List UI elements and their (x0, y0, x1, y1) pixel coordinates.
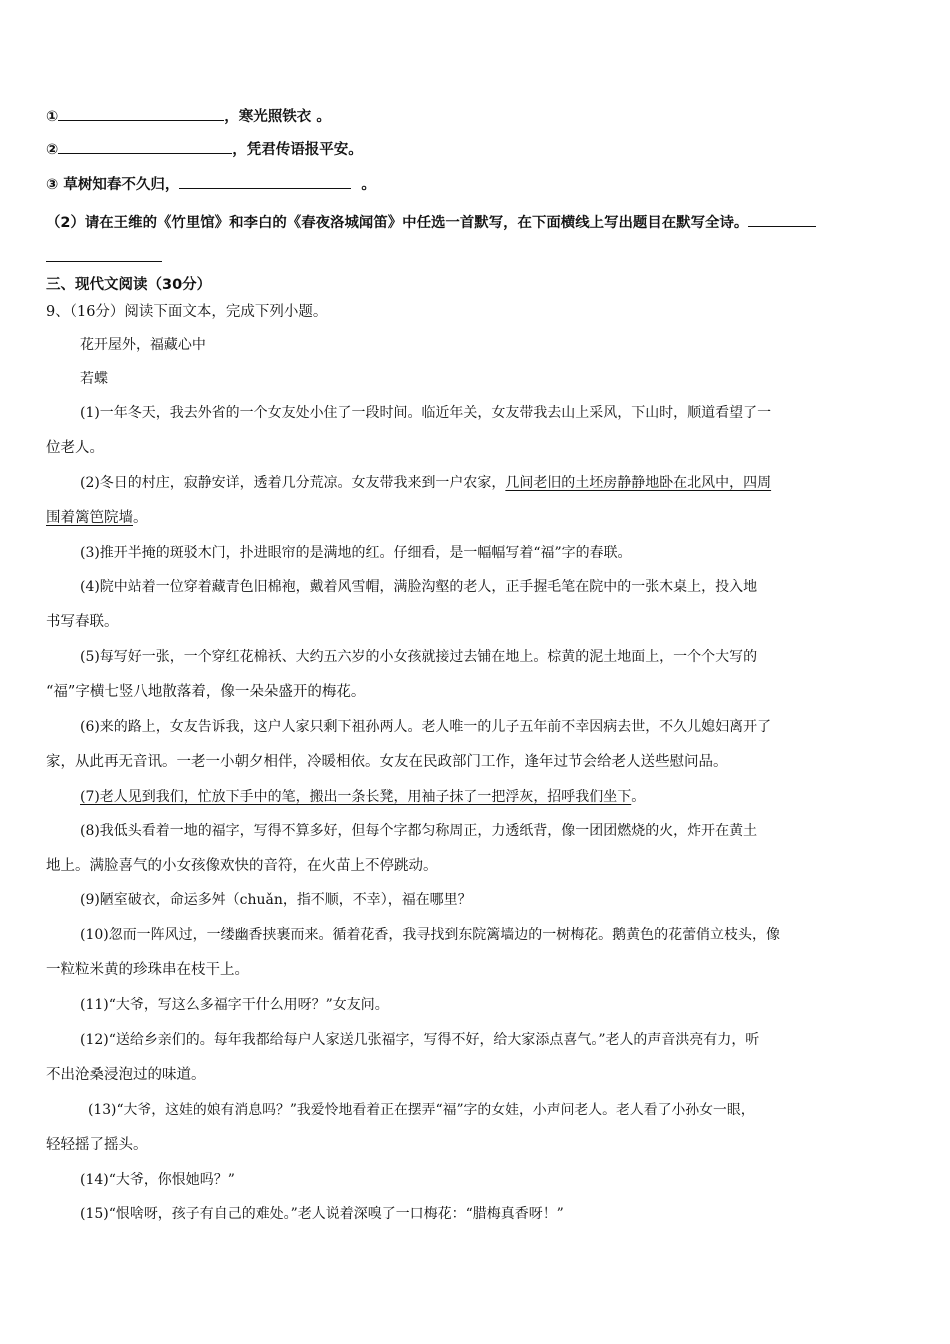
paragraph-14: (14)“大爷，你恨她吗？” (80, 1172, 235, 1188)
question-2-text: （2）请在王维的《竹里馆》和李白的《春夜洛城闻笛》中任选一首默写，在下面横线上写出题目在默写全诗。 (46, 215, 749, 231)
answer-blank (58, 104, 224, 121)
paragraph-15: (15)“恨啥呀，孩子有自己的难处。”老人说着深嗅了一口梅花：“腊梅真香呀！” (80, 1206, 564, 1222)
item-number: ② (46, 142, 59, 158)
item-number: ① (46, 109, 59, 125)
paragraph-9: (9)陋室破衣，命运多舛（chuǎn，指不顺，不幸），福在哪里？ (80, 892, 472, 908)
underlined-sentence: 围着篱笆院墙 (46, 510, 133, 526)
paragraph-1-cont: 位老人。 (46, 440, 104, 456)
paragraph-5: (5)每写好一张，一个穿红花棉袄、大约五六岁的小女孩就接过去铺在地上。棕黄的泥土地面上，一个个大写的 (80, 649, 758, 665)
paragraph-2-cont (46, 508, 906, 528)
paragraph-8: (8)我低头看着一地的福字，写得不算多好，但每个字都匀称周正，力透纸背，像一团团燃烧的火，炸开在黄土 (80, 823, 758, 839)
paragraph-4-cont: 书写春联。 (46, 614, 119, 630)
question-2-blank-line (46, 245, 906, 268)
paragraph-5-cont: “福”字横七竖八地散落着，像一朵朵盛开的梅花。 (46, 684, 366, 700)
paragraph-1: (1)一年冬天，我去外省的一个女友处小住了一段时间。临近年关，女友带我去山上采风，下山时，顺道看望了一 (80, 405, 772, 421)
paragraph-13-cont: 轻轻摇了摇头。 (46, 1137, 148, 1153)
underlined-sentence: (7)老人见到我们，忙放下手中的笔，搬出一条长凳，用袖子抹了一把浮灰，招呼我们坐下 (80, 789, 632, 805)
paragraph-12: (12)“送给乡亲们的。每年我都给每户人家送几张福字，写得不好，给大家添点喜气。”老人的声音洪亮有力，听 (80, 1032, 760, 1048)
paragraph-2-text: (2)冬日的村庄，寂静安详，透着几分荒凉。女友带我来到一户农家， (80, 475, 506, 491)
fill-in-item-3 (46, 172, 906, 195)
punctuation: 。 (631, 789, 646, 805)
answer-blank (46, 245, 162, 262)
poem-line: ③ 草树知春不久归， (46, 177, 180, 193)
poem-line: ，寒光照铁衣 。 (224, 109, 331, 125)
article-author: 若蝶 (80, 371, 108, 387)
fill-in-item-2 (46, 137, 906, 160)
question-9: 9、（16分）阅读下面文本，完成下列小题。 (46, 304, 328, 320)
section-heading: 三、现代文阅读（30分） (46, 277, 212, 293)
paragraph-6: (6)来的路上，女友告诉我，这户人家只剩下祖孙两人。老人唯一的儿子五年前不幸因病去世，不久儿媳妇离开了 (80, 719, 772, 735)
fill-in-item-1 (46, 104, 906, 127)
answer-blank (179, 172, 351, 189)
paragraph-3: (3)推开半掩的斑驳木门，扑进眼帘的是满地的红。仔细看，是一幅幅写着“福”字的春联。 (80, 545, 632, 561)
article-title: 花开屋外，福藏心中 (80, 337, 206, 353)
paragraph-10-cont: 一粒粒米黄的珍珠串在枝干上。 (46, 962, 249, 978)
paragraph-13: (13)“大爷，这娃的娘有消息吗？”我爱怜地看着正在摆弄“福”字的女娃，小声问老人。老人看了小孙女一眼， (88, 1102, 755, 1118)
paragraph-6-cont: 家，从此再无音讯。一老一小朝夕相伴，冷暖相依。女友在民政部门工作，逢年过节会给老人送些慰问品。 (46, 754, 728, 770)
paragraph-7 (80, 787, 940, 807)
paragraph-4: (4)院中站着一位穿着藏青色旧棉袍，戴着风雪帽，满脸沟壑的老人，正手握毛笔在院中的一张木桌上，投入地 (80, 579, 758, 595)
paragraph-8-cont: 地上。满脸喜气的小女孩像欢快的音符，在火苗上不停跳动。 (46, 858, 438, 874)
answer-blank (748, 210, 816, 227)
punctuation: 。 (133, 510, 148, 526)
answer-blank (58, 137, 232, 154)
paragraph-12-cont: 不出沧桑浸泡过的味道。 (46, 1067, 206, 1083)
paragraph-10: (10)忽而一阵风过，一缕幽香挟裹而来。循着花香，我寻找到东院篱墙边的一树梅花。鹅黄色的花蕾俏立枝头，像 (80, 927, 780, 943)
paragraph-11: (11)“大爷，写这么多福字干什么用呀？”女友问。 (80, 997, 389, 1013)
underlined-sentence: 几间老旧的土坯房静静地卧在北风中，四周 (505, 475, 772, 491)
question-2 (46, 210, 914, 233)
poem-line: ，凭君传语报平安。 (232, 142, 363, 158)
poem-line-end: 。 (361, 177, 376, 193)
paragraph-2 (80, 473, 940, 493)
